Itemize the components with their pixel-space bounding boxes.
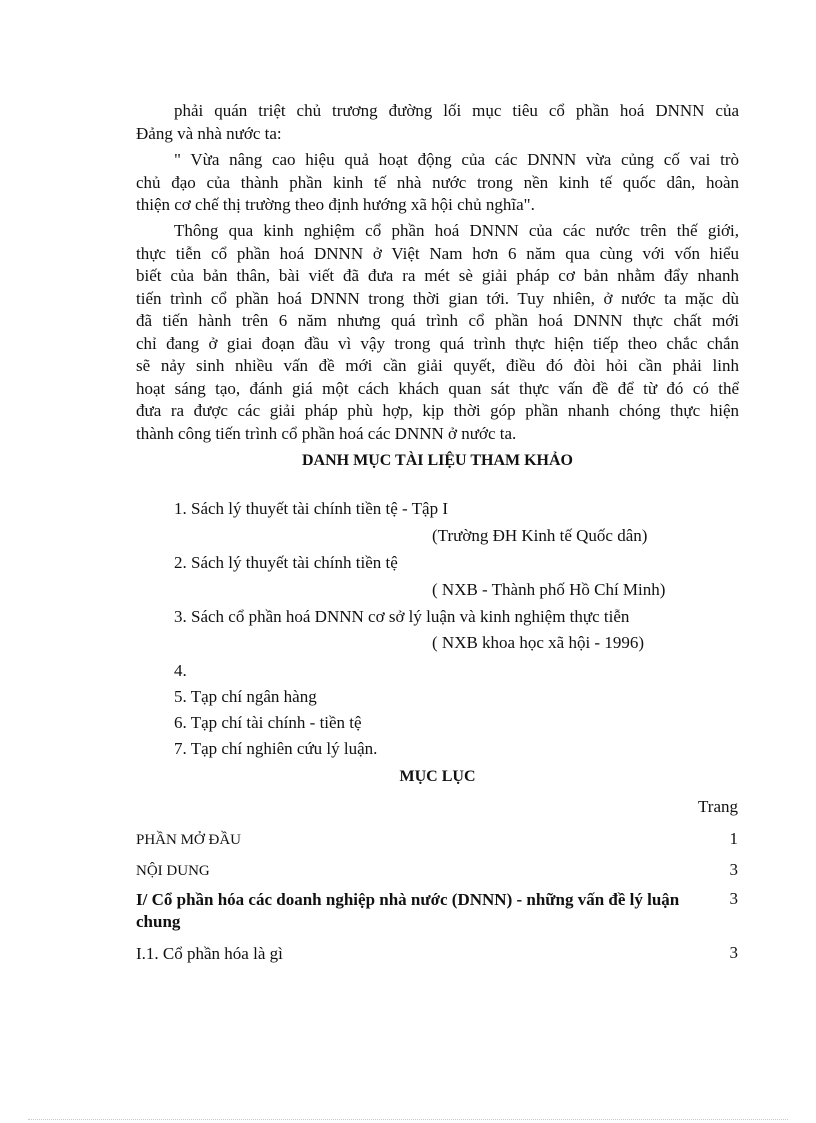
reference-item: 6. Tạp chí tài chính - tiền tệ xyxy=(174,713,362,732)
references-title: DANH MỤC TÀI LIỆU THAM KHẢO xyxy=(302,452,573,469)
text-line: hoạt sáng tạo, đánh giá một cách khách quan sát thực vấn đề để từ đó có thể xyxy=(136,378,739,398)
text-line: biết của bản thân, bài viết đã đưa ra mét sè giải pháp cơ bản nhằm đẩy nhanh xyxy=(136,266,739,285)
toc-entry-label: I/ Cổ phần hóa các doanh nghiệp nhà nước (DNNN) - những vấn đề lý luận chung xyxy=(136,890,680,931)
text-line: đưa ra được các giải pháp phù hợp, kịp thời góp phần nhanh chóng thực hiện xyxy=(136,401,739,420)
text-line: đã tiến hành trên 6 năm nhưng quá trình cổ phần hoá DNNN thực chất mới xyxy=(136,311,739,330)
toc-entry-page: 3 xyxy=(729,943,738,962)
reference-source: ( NXB - Thành phố Hồ Chí Minh) xyxy=(432,580,666,599)
text-line: phải quán triệt chủ trương đường lối mục tiêu cổ phần hoá DNNN của xyxy=(174,101,739,120)
toc-entry-label: NỘI DUNG xyxy=(136,863,210,879)
toc-entry-label: I.1. Cổ phần hóa là gì xyxy=(136,944,283,963)
text-line: chỉ đang ở giai đoạn đầu vì vậy trong quá trình thực hiện tiếp theo chắc chắn xyxy=(136,333,739,353)
text-line: sẽ nảy sinh nhiều vấn đề mới cần giải quyết, điều đó đòi hỏi cần phải linh xyxy=(136,356,739,375)
reference-source: ( NXB khoa học xã hội - 1996) xyxy=(432,633,644,652)
toc-page-header: Trang xyxy=(698,797,738,816)
toc-entry-page: 1 xyxy=(729,829,738,848)
text-line: " Vừa nâng cao hiệu quả hoạt động của các DNNN vừa củng cố vai trò xyxy=(174,150,739,169)
toc-entry-page: 3 xyxy=(729,889,738,908)
text-line: tiến trình cổ phần hoá DNNN trong thời gian tới. Tuy nhiên, ở nước ta mặc dù xyxy=(136,288,739,308)
reference-item: 1. Sách lý thuyết tài chính tiền tệ - Tập I xyxy=(174,499,448,518)
text-line: chủ đạo của thành phần kinh tế nhà nước trong nền kinh tế quốc dân, hoàn xyxy=(136,172,739,192)
toc-title: MỤC LỤC xyxy=(399,768,476,785)
toc-entry-label: PHẦN MỞ ĐẦU xyxy=(136,832,242,848)
paragraph-intro xyxy=(136,100,739,145)
page-bottom-rule xyxy=(28,1119,788,1120)
text-line: thiện cơ chế thị trường theo định hướng xã hội chủ nghĩa". xyxy=(136,195,535,214)
reference-item: 3. Sách cổ phần hoá DNNN cơ sở lý luận và kinh nghiệm thực tiễn xyxy=(174,607,630,626)
text-line: Đảng và nhà nước ta: xyxy=(136,123,282,143)
text-line: thành công tiến trình cổ phần hoá các DNNN ở nước ta. xyxy=(136,423,517,443)
text-line: Thông qua kinh nghiệm cổ phần hoá DNNN của các nước trên thế giới, xyxy=(174,221,739,240)
paragraph-conclusion xyxy=(136,220,739,445)
text-line: thực tiễn cổ phần hoá DNNN ở Việt Nam hơn 6 năm qua cùng với vốn hiểu xyxy=(136,243,739,263)
reference-item: 4. xyxy=(174,661,187,680)
reference-item: 5. Tạp chí ngân hàng xyxy=(174,687,317,706)
reference-source: (Trường ĐH Kinh tế Quốc dân) xyxy=(432,526,648,545)
reference-item: 2. Sách lý thuyết tài chính tiền tệ xyxy=(174,553,398,572)
toc-entry-page: 3 xyxy=(729,860,738,879)
reference-item: 7. Tạp chí nghiên cứu lý luận. xyxy=(174,739,378,758)
paragraph-quote xyxy=(136,149,739,217)
